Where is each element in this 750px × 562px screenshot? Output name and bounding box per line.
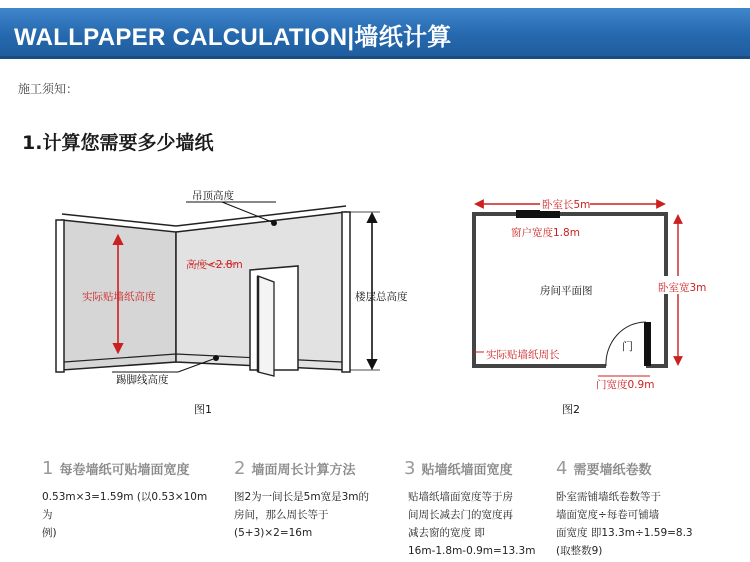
step-3-heading: 贴墙纸墙面宽度 — [421, 463, 513, 478]
step-2-title — [234, 458, 355, 479]
step-2-line: 房间，那么周长等于 — [234, 509, 329, 521]
step-3-text — [408, 488, 548, 560]
step-2-number: 2 — [234, 458, 246, 479]
right-wall-edge — [342, 212, 350, 372]
door-leaf-plan — [644, 322, 651, 366]
wallpaper-height-label: 实际贴墙纸高度 — [82, 291, 156, 303]
perimeter-label: 实际贴墙纸周长 — [486, 349, 560, 361]
step-3-line: 16m-1.8m-0.9m=13.3m — [408, 545, 536, 557]
step-3-number: 3 — [404, 458, 416, 479]
room-width-label: 卧室宽3m — [658, 282, 707, 294]
step-4-line: (取整数9) — [556, 545, 603, 557]
height-limit-label: 高度<2.8m — [186, 259, 243, 271]
step-1-number: 1 — [42, 458, 54, 479]
banner-title-en: WALLPAPER CALCULATION — [14, 24, 348, 51]
step-4-number: 4 — [556, 458, 568, 479]
step-1-heading: 每卷墙纸可贴墙面宽度 — [59, 463, 190, 478]
step-4-line: 墙面宽度÷每卷可铺墙 — [556, 509, 660, 521]
ceiling-height-label: 吊顶高度 — [192, 190, 234, 202]
step-1-title — [42, 458, 189, 479]
step-2-line: 图2为一间长是5m宽是3m的 — [234, 491, 369, 503]
step-2-text — [234, 488, 394, 542]
banner-title-cn: 墙纸计算 — [354, 23, 452, 51]
door-opening — [606, 362, 646, 370]
baseboard-height-label: 踢脚线高度 — [116, 374, 169, 386]
floor-plan-label: 房间平面图 — [540, 285, 593, 297]
banner-separator: | — [347, 24, 355, 51]
step-1-line: 0.53m×3=1.59m (以0.53×10m为 — [42, 491, 208, 521]
step-1-text — [42, 488, 214, 542]
door-width-label: 门宽度0.9m — [596, 379, 655, 391]
step-3-line: 贴墙纸墙面宽度等于房 — [408, 491, 513, 503]
step-1-line: 例) — [42, 527, 57, 539]
figure1-caption: 图1 — [194, 403, 212, 416]
room-length-label: 卧室长5m — [542, 199, 591, 211]
door-label: 门 — [622, 340, 633, 353]
step-3-title — [404, 458, 512, 479]
step-4-text — [556, 488, 731, 560]
door-leaf — [258, 276, 274, 376]
figure2-caption: 图2 — [562, 403, 580, 416]
window-width-label: 窗户宽度1.8m — [511, 227, 580, 239]
section-title: 1.计算您需要多少墙纸 — [22, 132, 214, 154]
total-height-label: 楼层总高度 — [355, 291, 408, 303]
step-4-heading: 需要墙纸卷数 — [573, 463, 652, 478]
step-3-line: 减去窗的宽度 即 — [408, 527, 485, 539]
notice-label: 施工须知： — [18, 82, 79, 96]
window-mark — [516, 210, 560, 218]
step-4-title — [556, 458, 651, 479]
step-3-line: 间周长减去门的宽度再 — [408, 509, 513, 521]
step-4-line: 卧室需铺墙纸卷数等于 — [556, 491, 661, 503]
step-4-line: 面宽度 即13.3m÷1.59=8.3 — [556, 527, 693, 539]
step-2-line: (5+3)×2=16m — [234, 527, 313, 539]
step-2-heading: 墙面周长计算方法 — [251, 463, 356, 478]
left-wall-edge — [56, 220, 64, 372]
